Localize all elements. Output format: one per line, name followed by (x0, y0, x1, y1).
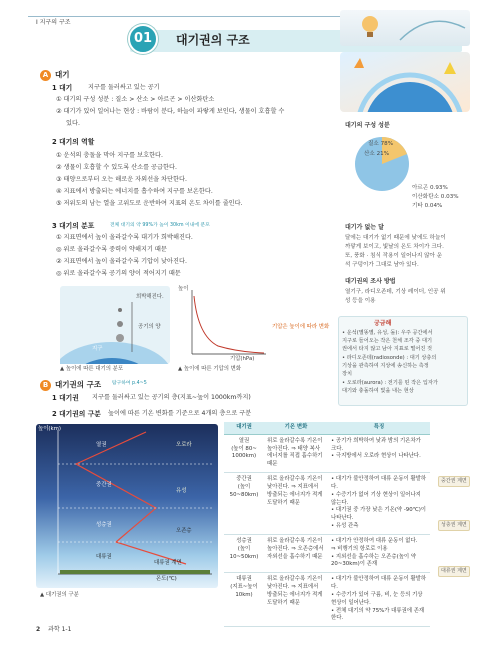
a2-item: ① 운석의 충돌을 막아 지구를 보호한다. (56, 152, 164, 159)
curious-item: 기상을 관측하여 지상에 송신하는 측정 (342, 363, 429, 369)
curious-item: • 오로라(aurora) : 전기를 띤 작은 입자가 (342, 380, 438, 386)
curious-item: 권에서 타지 않고 남아 지표로 떨어진 것 (342, 346, 433, 352)
layers-fig-caption: ▲ 대기권의 구분 (40, 592, 79, 598)
curious-item: 지구로 들어오는 작은 천체 조각 중 대기 (342, 338, 433, 344)
fig2-caption: ▲ 높이에 따른 기압의 변화 (178, 366, 242, 372)
sidebar-composition-title: 대기의 구성 성분 (345, 122, 390, 129)
lesson-number: 01 (128, 24, 158, 54)
fig1-top-label: 희박해진다. (136, 294, 164, 300)
temp-cell: 위로 올라갈수록 기온이 낮아진다. ⇒ 지표에서 방출되는 에너지가 적게 도달하기 때문 (264, 473, 328, 535)
layer-cell: 대류권 (지표~높이 10km) (224, 573, 264, 627)
moon-text: 또, 풍화 · 침식 작용이 일어나지 않아 운 (345, 253, 443, 259)
feature-cell: • 대기가 불안정하여 대류 운동이 활발하다. • 수증기가 있어 구름, 비, 눈 등의 기상 현상이 일어난다. • 전체 대기의 약 75%가 대류권에 존재한다. (328, 573, 430, 627)
margin-note: 대류권 계면 (438, 566, 470, 577)
balloon-icon (340, 10, 470, 46)
curious-item: 대기와 충돌하여 빛을 내는 현상 (342, 388, 414, 394)
fig2-x-label: 기압(hPa) (230, 356, 255, 362)
b1-title: 1 대기권 (52, 394, 79, 402)
atmosphere-distribution-figure (60, 286, 170, 364)
temp-cell: 위로 올라갈수록 기온이 높아진다. ⇒ 태양 복사 에너지를 직접 흡수하기 때문 (264, 434, 328, 472)
table-row (224, 434, 430, 472)
table-header: 대기권 (224, 422, 264, 434)
a3-item: ① 지표면에서 높이 올라갈수록 대기가 희박해진다. (56, 234, 193, 241)
extra-label: 대류권 계면 (154, 560, 182, 566)
a1-desc: 지구를 둘러싸고 있는 공기 (88, 84, 160, 91)
a1-title: 1 대기 (52, 84, 73, 92)
section-a-badge: A (40, 70, 51, 81)
a1-item: ② 대기가 있어 일어나는 현상 : 바람이 분다, 하늘이 파랗게 보인다, 생물이 호흡할 수 (56, 108, 285, 115)
moon-text: 달에는 대기가 없기 때문에 낮에도 하늘이 (345, 235, 446, 241)
page-number: 2 (36, 626, 41, 633)
sidebar-moon-title: 대기가 없는 달 (345, 224, 384, 231)
layer-cell: 중간권 (높이 50~80km) (224, 473, 264, 535)
method-text: 성 등을 이용 (345, 298, 376, 304)
composition-item: 질소 78% (368, 141, 394, 147)
table-row (224, 573, 430, 627)
composition-item: 기타 0.04% (412, 203, 443, 209)
section-b-badge: B (40, 380, 51, 391)
moon-text: 까맣게 보이고, 빛날의 온도 차이가 크다. (345, 244, 444, 250)
a3-title: 3 대기의 분포 (52, 222, 95, 230)
curious-item: • 라디오존데(radiosonde) : 대기 상층의 (342, 355, 437, 361)
fig2-note: 기압은 높이에 따라 변화 (272, 324, 330, 330)
book-title: 과학 1-1 (48, 626, 72, 633)
extra-label: 오로라 (176, 442, 192, 448)
page-footer (36, 626, 71, 635)
layer-label: 성층권 (96, 522, 112, 528)
pressure-height-figure (178, 286, 270, 364)
moon-text: 석 구덩이가 그대로 남아 있다. (345, 262, 419, 268)
a3-item: ◎ 위로 올라갈수록 중력이 약해지기 때문 (56, 246, 167, 253)
feature-cell: • 공기가 희박하여 낮과 밤의 기온차가 크다. • 극지방에서 오로라 현상이 나타난다. (328, 434, 430, 472)
fig1-mid-label: 공기의 양 (138, 324, 161, 330)
layer-cell: 열권 (높이 80~ 1000km) (224, 434, 264, 472)
margin-note: 성층권 계면 (438, 520, 470, 531)
curious-title: 궁금해 (374, 320, 392, 327)
composition-item: 산소 21% (364, 151, 390, 157)
composition-item: 아르곤 0.93% (412, 185, 448, 191)
margin-note: 중간권 계면 (438, 476, 470, 487)
a2-item: ④ 지표에서 방출되는 에너지를 흡수하여 지구를 보온한다. (56, 188, 213, 195)
b2-title: 2 대기권의 구분 (52, 410, 101, 418)
table-header: 기온 변화 (264, 422, 328, 434)
a2-item: ⑤ 저위도의 남는 열을 고위도로 운반하여 지표의 온도 차이를 줄인다. (56, 200, 243, 207)
layer-cell: 성층권 (높이 10~50km) (224, 534, 264, 572)
a2-title: 2 대기의 역할 (52, 138, 95, 146)
layer-label: 대류권 (96, 554, 112, 560)
page-title: 대기권의 구조 (176, 33, 250, 47)
temp-cell: 위로 올라갈수록 기온이 높아진다. ⇒ 오존층에서 자외선을 흡수하기 때문 (264, 534, 328, 572)
earth-atmosphere-illustration (340, 52, 470, 112)
b2-desc: 높이에 따른 기온 변화를 기준으로 4개의 층으로 구분 (108, 410, 252, 417)
banner-illustration (340, 10, 470, 46)
a2-item: ② 생물이 호흡할 수 있도록 산소를 공급한다. (56, 164, 177, 171)
table-row (224, 534, 430, 572)
section-b-title: 대기권의 구조 (55, 380, 102, 389)
fig2-y-label: 높이 (178, 286, 189, 292)
curious-item: 장치 (342, 371, 353, 377)
section-b-note: 탐구하여 p.4~5 (112, 381, 147, 386)
a3-item: ② 지표면에서 높이 올라갈수록 기압이 낮아진다. (56, 258, 187, 265)
section-tag: Ⅰ 지구의 구조 (36, 19, 71, 26)
extra-label: 유성 (176, 488, 187, 494)
feature-cell: • 대기가 안정하여 대류 운동이 없다. ⇒ 비행기의 항로로 이용 • 지외선을 흡수하는 오존층(높이 약 20~30km)이 존재 (328, 534, 430, 572)
composition-item: 이산화탄소 0.03% (412, 194, 459, 200)
fig1-bottom-label: 지구 (92, 346, 103, 352)
extra-label: 오존층 (176, 528, 192, 534)
atmosphere-layers-figure (36, 424, 218, 588)
a3-note: 전체 대기의 약 99%가 높이 30km 이내에 분포 (110, 223, 210, 228)
layers-x-label: 온도(℃) (156, 576, 177, 582)
temp-cell: 위로 올라갈수록 기온이 낮아진다. ⇒ 지표에서 방출되는 에너지가 적게 도달하기 때문 (264, 573, 328, 627)
atmosphere-layers-table (224, 422, 430, 627)
method-text: 열기구, 라디오존데, 기상 레이더, 인공 위 (345, 289, 446, 295)
a1-item: 있다. (66, 120, 80, 127)
a2-item: ③ 태양으로부터 오는 해로운 자외선을 차단한다. (56, 176, 187, 183)
fig1-caption: ▲ 높이에 따른 대기의 분포 (60, 366, 124, 372)
a1-item: ① 대기의 구성 성분 : 질소 > 산소 > 아르곤 > 이산화탄소 (56, 96, 215, 103)
curious-item: • 운석(별똥별, 유성, 돌): 우주 공간에서 (342, 330, 433, 336)
b1-desc: 지구를 둘러싸고 있는 공기의 층(지표~높이 1000km까지) (92, 394, 251, 401)
table-header: 특징 (328, 422, 430, 434)
table-row (224, 473, 430, 535)
a3-item: ◎ 위로 올라갈수록 공기의 양이 적어지기 때문 (56, 270, 181, 277)
section-a-title: 대기 (55, 70, 70, 79)
feature-cell: • 대기가 불안정하여 대류 운동이 활발하다. • 수증기가 없어 기상 현상이 일어나지 않는다. • 대기권 중 가장 낮은 기온(약 -90℃)이 나타난다. • 유성 관측 (328, 473, 430, 535)
layer-label: 열권 (96, 442, 107, 448)
layers-y-label: 높이(km) (38, 426, 61, 432)
sidebar-method-title: 대기권의 조사 방법 (345, 278, 396, 285)
layer-label: 중간권 (96, 482, 112, 488)
